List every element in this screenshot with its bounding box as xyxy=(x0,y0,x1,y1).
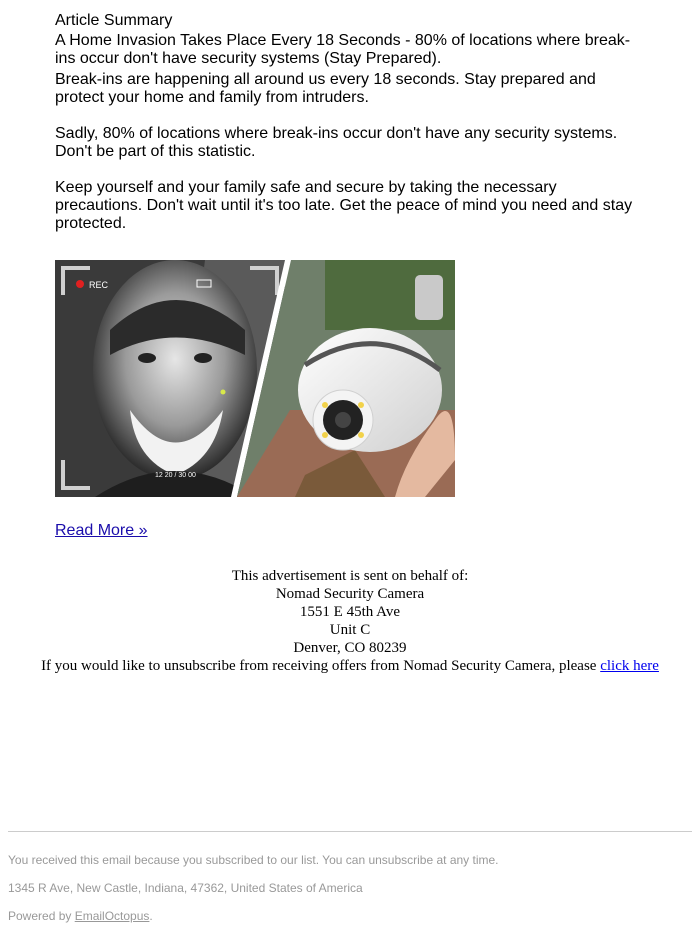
rec-indicator-icon xyxy=(76,280,84,288)
recording-timestamp: 12 20 / 30 00 xyxy=(155,472,196,479)
emailoctopus-link[interactable]: EmailOctopus xyxy=(74,909,150,923)
sender-info xyxy=(0,567,700,675)
powered-by-suffix: . xyxy=(149,909,153,923)
unsubscribe-text: If you would like to unsubscribe from receiving offers from Nomad Security Camera, please xyxy=(41,658,601,674)
sender-address-line1: 1551 E 45th Ave xyxy=(299,604,401,620)
footer-divider xyxy=(8,831,692,832)
footer-address: 1345 R Ave, New Castle, Indiana, 47362, United States of America xyxy=(8,881,363,895)
footer-notice: You received this email because you subscribed to our list. You can unsubscribe at any time. xyxy=(8,853,499,867)
article-paragraph: Keep yourself and your family safe and secure by taking the necessary precautions. Don't wait until it's too late. Get the peace of mind you need and stay protected. xyxy=(55,179,633,232)
sender-company: Nomad Security Camera xyxy=(275,586,425,602)
article-summary-title: Article Summary xyxy=(55,12,173,29)
powered-by xyxy=(8,909,692,923)
article-paragraph: Sadly, 80% of locations where break-ins occur don't have any security systems. Don't be part of this statistic. xyxy=(55,125,618,160)
unsubscribe-link[interactable]: click here xyxy=(600,658,659,674)
bulb-socket xyxy=(415,275,443,320)
sender-intro: This advertisement is sent on behalf of: xyxy=(231,568,469,584)
powered-by-prefix: Powered by xyxy=(8,909,75,923)
read-more-link[interactable]: Read More » xyxy=(55,522,148,539)
unsubscribe-block xyxy=(0,657,700,675)
sender-address-line3: Denver, CO 80239 xyxy=(293,640,407,656)
article-headline: A Home Invasion Takes Place Every 18 Seconds - 80% of locations where break-ins occur don't have security systems (Stay Prepared). xyxy=(55,32,631,67)
security-camera-ad-image[interactable] xyxy=(55,260,455,497)
article-section xyxy=(55,12,645,233)
article-paragraph: Break-ins are happening all around us every 18 seconds. Stay prepared and protect your home and family from intruders. xyxy=(55,71,596,106)
rec-label: REC xyxy=(89,280,109,290)
sender-address-line2: Unit C xyxy=(329,622,371,638)
